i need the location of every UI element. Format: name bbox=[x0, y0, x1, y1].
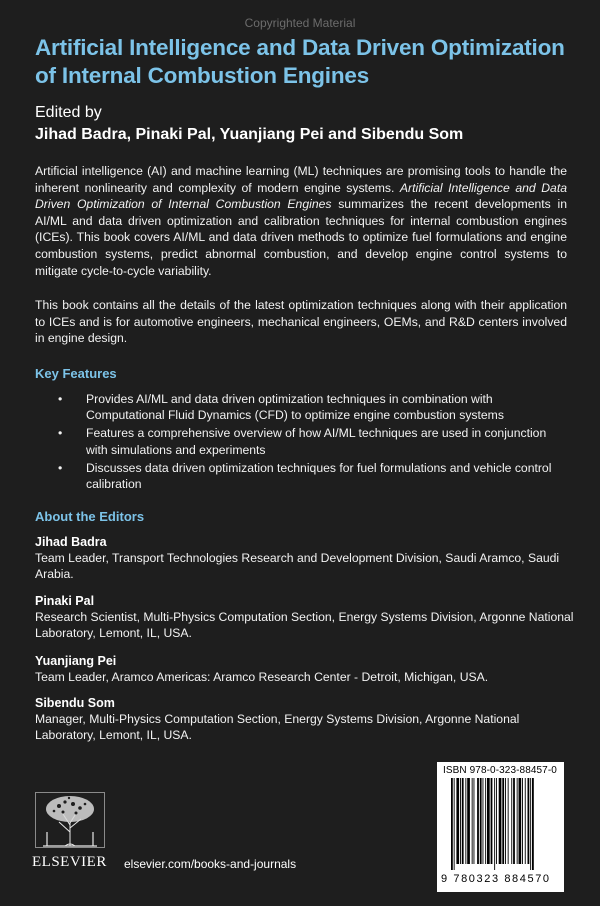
book-title: Artificial Intelligence and Data Driven Optimization of Internal Combustion Engines bbox=[35, 35, 565, 88]
edited-by-label: Edited by bbox=[35, 104, 102, 121]
barcode-bar bbox=[517, 778, 518, 864]
editors-names: Jihad Badra, Pinaki Pal, Yuanjiang Pei and Sibendu Som bbox=[35, 126, 464, 143]
barcode-icon bbox=[449, 778, 559, 873]
description-paragraph-1: Artificial intelligence (AI) and machine learning (ML) techniques are promising tools to handle the inherent nonlinearity and complexity of modern engine systems. Artificial Intelligence and Data Driven Optimization of Internal Combustion Engines summarizes the recent developments in AI/ML and data driven optimization and calibration techniques for internal combustion engines (ICEs). This book covers AI/ML and data driven methods to optimize fuel formulations and engine combustion systems, predict abnormal combustion, and develop engine control systems to mitigate cycle-to-cycle variability. bbox=[35, 164, 567, 278]
editor-name: Pinaki Pal bbox=[35, 594, 95, 608]
editor-entry bbox=[35, 653, 575, 685]
copyright-watermark: Copyrighted Material bbox=[244, 16, 356, 30]
barcode-bar bbox=[454, 778, 455, 870]
barcode-bar bbox=[472, 778, 473, 864]
list-item: • Discusses data driven optimization techniques for fuel formulations and vehicle control calibration bbox=[58, 460, 552, 492]
isbn-digits: 9 780323 884570 bbox=[441, 873, 551, 885]
barcode-bar bbox=[485, 778, 486, 864]
editor-affiliation: Team Leader, Aramco Americas: Aramco Research Center - Detroit, Michigan, USA. bbox=[35, 670, 489, 684]
editor-entry bbox=[35, 695, 575, 744]
barcode-bar bbox=[502, 778, 504, 864]
publisher-url: elsevier.com/books-and-journals bbox=[124, 857, 297, 871]
editor-entry bbox=[35, 593, 575, 642]
isbn-label: ISBN 978-0-323-88457-0 bbox=[443, 765, 557, 776]
elsevier-tree-logo-icon bbox=[35, 792, 105, 848]
barcode-bar bbox=[462, 778, 464, 864]
barcode-bar bbox=[519, 778, 522, 864]
barcode-bar bbox=[474, 778, 475, 864]
barcode-bar bbox=[505, 778, 506, 864]
barcode-bar bbox=[487, 778, 490, 864]
key-features-list bbox=[58, 391, 568, 494]
editor-name: Sibendu Som bbox=[35, 696, 115, 710]
bullet-icon: • bbox=[58, 460, 63, 475]
barcode-bar bbox=[451, 778, 453, 870]
barcode-bar bbox=[528, 778, 530, 864]
barcode-bar bbox=[525, 778, 526, 864]
elsevier-wordmark: ELSEVIER bbox=[32, 854, 107, 870]
barcode-bar bbox=[513, 778, 515, 864]
about-editors-heading: About the Editors bbox=[35, 509, 145, 524]
editor-affiliation: Team Leader, Transport Technologies Research and Development Division, Saudi Aramco, Saudi Arabia. bbox=[35, 551, 560, 582]
editor-entry bbox=[35, 534, 575, 583]
barcode-bar bbox=[494, 778, 495, 870]
barcode-bar bbox=[496, 778, 497, 864]
barcode-bar bbox=[508, 778, 509, 864]
key-features-heading: Key Features bbox=[35, 366, 117, 381]
barcode-bar bbox=[499, 778, 502, 864]
bullet-icon: • bbox=[58, 426, 63, 441]
barcode-bar bbox=[511, 778, 512, 864]
barcode-bar bbox=[460, 778, 461, 864]
barcode-bar bbox=[483, 778, 484, 864]
editor-name: Jihad Badra bbox=[35, 535, 107, 549]
editor-affiliation: Research Scientist, Multi-Physics Computation Section, Energy Systems Division, Argonne National Laboratory, Lemont, IL, USA. bbox=[35, 610, 574, 641]
list-item: • Features a comprehensive overview of how AI/ML techniques are used in conjunction with simulations and experiments bbox=[58, 426, 547, 457]
editor-affiliation: Manager, Multi-Physics Computation Section, Energy Systems Division, Argonne National Laboratory, Lemont, IL, USA. bbox=[35, 712, 520, 743]
bullet-icon: • bbox=[58, 392, 63, 406]
barcode-bar bbox=[456, 778, 459, 864]
barcode-bar bbox=[477, 778, 479, 864]
barcode-bar bbox=[522, 778, 523, 864]
barcode-bar bbox=[530, 778, 531, 870]
barcode-bar bbox=[491, 778, 493, 864]
barcode-bar bbox=[465, 778, 466, 864]
barcode-bar bbox=[480, 778, 482, 864]
editor-name: Yuanjiang Pei bbox=[35, 654, 117, 668]
list-item: • Provides AI/ML and data driven optimization techniques in combination with Computational Fluid Dynamics (CFD) to optimize engine combustion systems bbox=[58, 392, 504, 423]
barcode-bar bbox=[532, 778, 534, 870]
description-paragraph-2: This book contains all the details of the latest optimization techniques along with their application to ICEs and is for automotive engineers, mechanical engineers, OEMs, and R&D centers involved in engine design. bbox=[35, 298, 567, 346]
barcode-bar bbox=[467, 778, 470, 864]
